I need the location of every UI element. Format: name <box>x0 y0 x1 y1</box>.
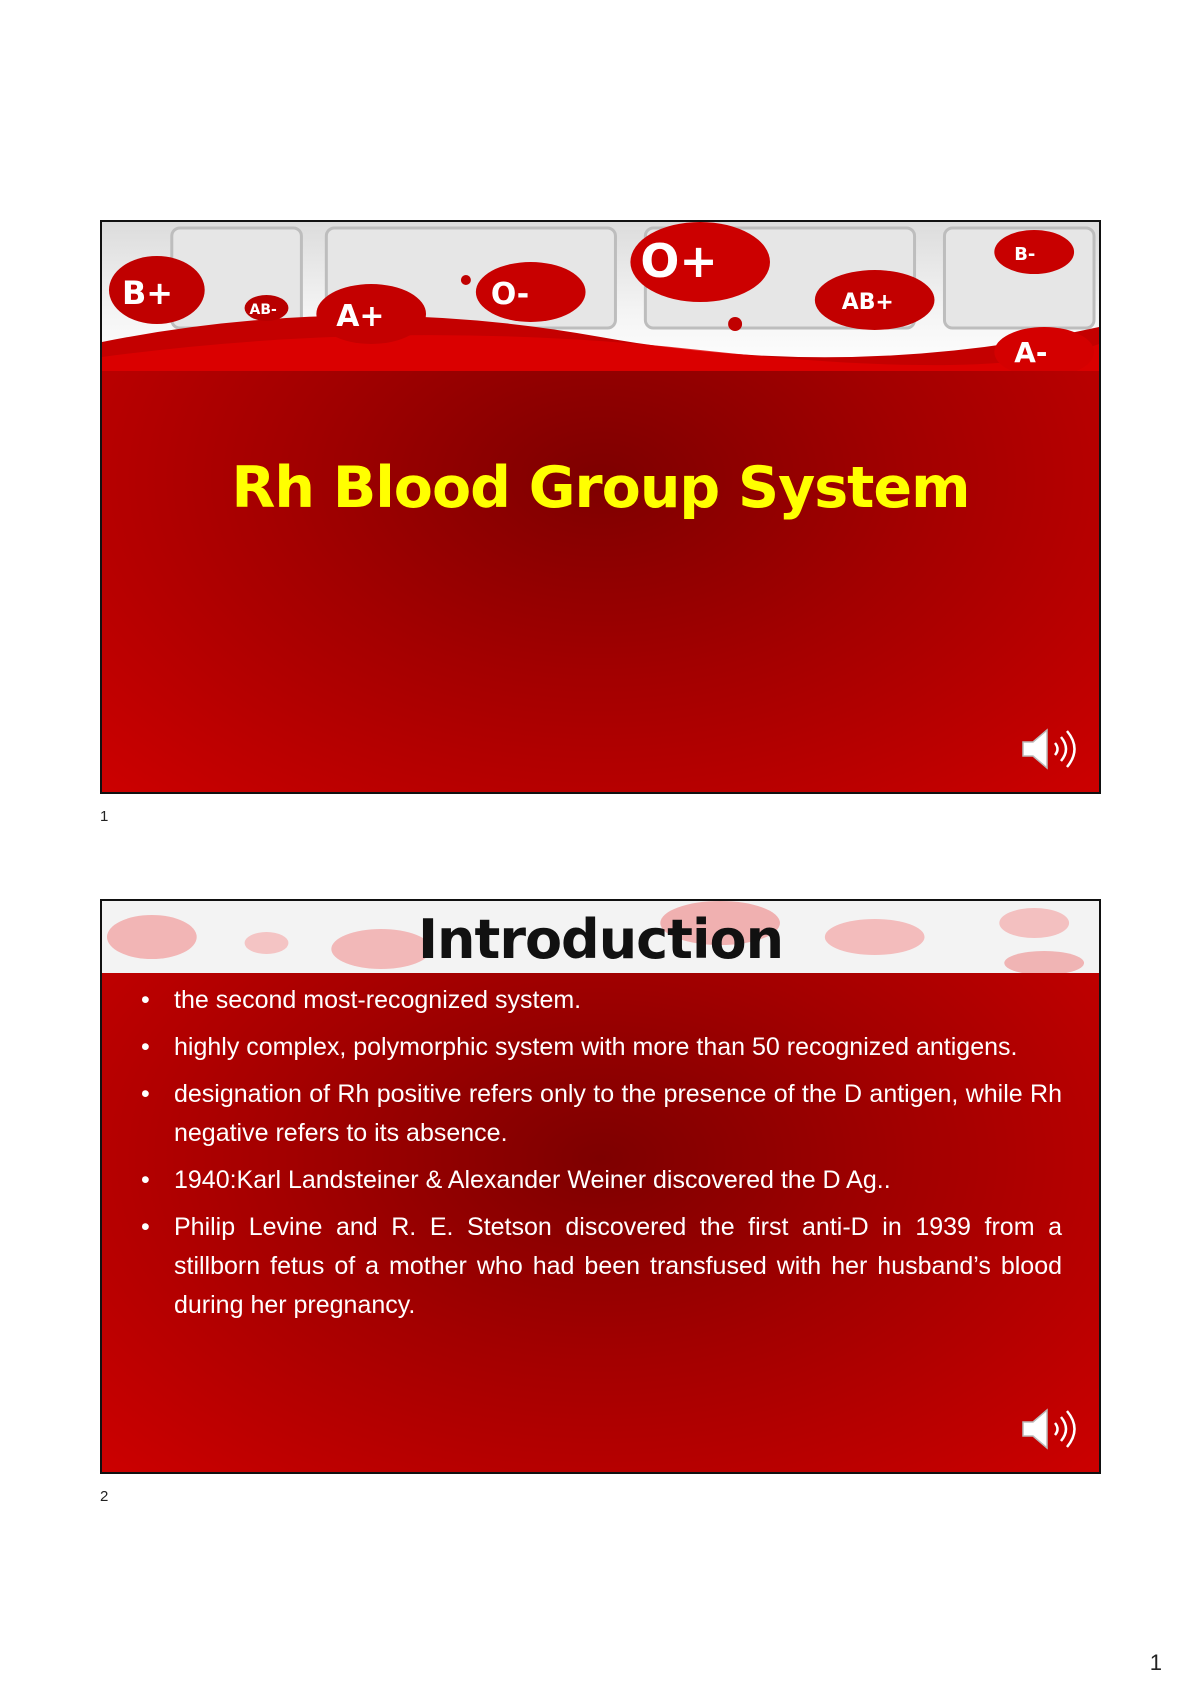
slide-2 <box>100 899 1101 1474</box>
bullet-text: 1940:Karl Landsteiner & Alexander Weiner discovered the D Ag.. <box>174 1166 891 1194</box>
bullet-text: Philip Levine and R. E. Stetson discovered the first anti-D in 1939 from a stillborn fetus of a mother who had been transfused with her husband’s blood during her pregnancy. <box>174 1213 1062 1319</box>
banner-label-b-pos: B+ <box>121 273 173 313</box>
slide-title: Introduction <box>417 908 784 971</box>
list-item <box>139 1028 1062 1067</box>
bullet-list <box>139 981 1062 1333</box>
slide-number: 2 <box>100 1488 109 1505</box>
bullet-marker: • <box>141 1213 150 1241</box>
banner-label-ab-pos: AB+ <box>841 289 894 316</box>
speaker-icon[interactable] <box>1019 1406 1079 1452</box>
bullet-text: highly complex, polymorphic system with more than 50 recognized antigens. <box>174 1033 1018 1061</box>
bullet-marker: • <box>141 1033 150 1061</box>
list-item <box>139 1208 1062 1325</box>
bullet-text: the second most-recognized system. <box>174 986 582 1014</box>
list-item <box>139 1075 1062 1153</box>
slide-number: 1 <box>100 808 109 825</box>
speaker-icon[interactable] <box>1019 726 1079 772</box>
list-item <box>139 1161 1062 1200</box>
slide-title: Rh Blood Group System <box>231 455 970 521</box>
banner-label-ab-neg: AB- <box>249 301 277 319</box>
page-number: 1 <box>1149 1650 1162 1675</box>
slide-1 <box>100 220 1101 794</box>
bullet-text: designation of Rh positive refers only to the presence of the D antigen, while Rh negative refers to its absence. <box>174 1080 1062 1147</box>
bullet-marker: • <box>141 1166 150 1194</box>
banner-label-o-pos: O+ <box>640 233 718 289</box>
banner-label-o-neg: O- <box>490 276 530 313</box>
list-item <box>139 981 1062 1020</box>
banner-label-a-pos: A+ <box>336 298 385 335</box>
banner-label-b-neg: B- <box>1014 243 1036 266</box>
bullet-marker: • <box>141 986 150 1014</box>
blood-drops-illustration <box>102 222 1099 371</box>
bullet-marker: • <box>141 1080 150 1108</box>
banner-label-a-neg: A- <box>1014 335 1048 370</box>
blood-drops-banner <box>102 222 1099 371</box>
